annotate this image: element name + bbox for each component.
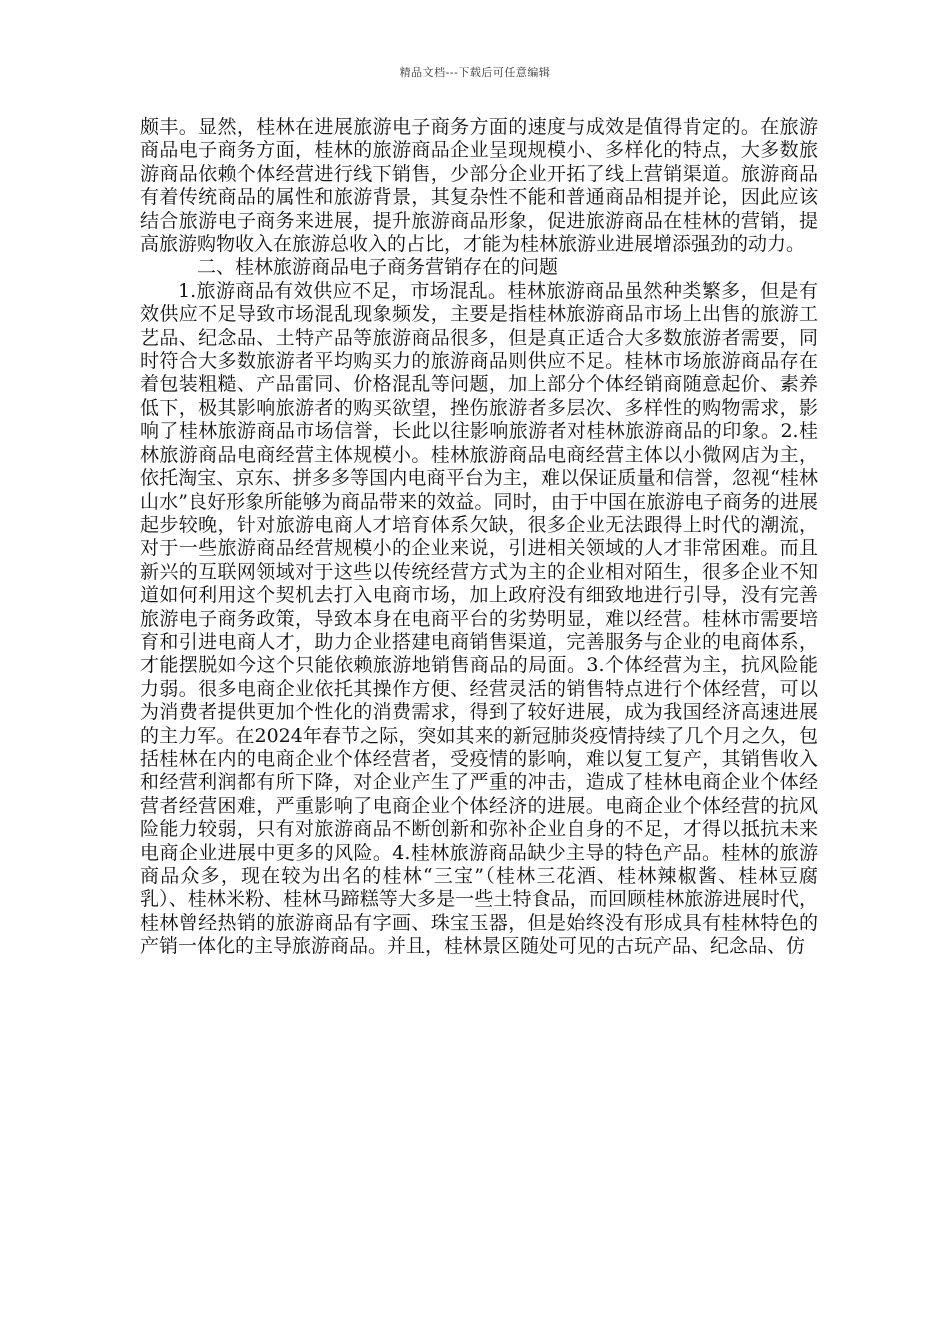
document-body — [140, 116, 818, 959]
page-header: 精品文档---下载后可任意编辑 — [399, 66, 551, 79]
intro-paragraph: 颇丰。显然，桂林在进展旅游电子商务方面的速度与成效是值得肯定的。在旅游商品电子商务方面，桂林的旅游商品企业呈现规模小、多样化的特点，大多数旅游商品依赖个体经营进行线下销售，少部分企业开拓了线上营销渠道。旅游商品有着传统商品的属性和旅游背景，其复杂性不能和普通商品相提并论，因此应该结合旅游电子商务来进展，提升旅游商品形象，促进旅游商品在桂林的营销，提高旅游购物收入在旅游总收入的占比，才能为桂林旅游业进展增添强劲的动力。 — [140, 116, 818, 256]
main-paragraph: 1.旅游商品有效供应不足，市场混乱。桂林旅游商品虽然种类繁多，但是有效供应不足导致市场混乱现象频发，主要是指桂林旅游商品市场上出售的旅游工艺品、纪念品、土特产品等旅游商品很多，但是真正适合大多数旅游者需要，同时符合大多数旅游者平均购买力的旅游商品则供应不足。桂林市场旅游商品存在着包装粗糙、产品雷同、价格混乱等问题，加上部分个体经销商随意起价、素养低下，极其影响旅游者的购买欲望，挫伤旅游者多层次、多样性的购物需求，影响了桂林旅游商品市场信誉，长此以往影响旅游者对桂林旅游商品的印象。2.桂林旅游商品电商经营主体规模小。桂林旅游商品电商经营主体以小微网店为主，依托淘宝、京东、拼多多等国内电商平台为主，难以保证质量和信誉，忽视“桂林山水”良好形象所能够为商品带来的效益。同时，由于中国在旅游电子商务的进展起步较晚，针对旅游电商人才培育体系欠缺，很多企业无法跟得上时代的潮流，对于一些旅游商品经营规模小的企业来说，引进相关领域的人才非常困难。而且新兴的互联网领域对于这些以传统经营方式为主的企业相对陌生，很多企业不知道如何利用这个契机去打入电商市场，加上政府没有细致地进行引导，没有完善旅游电子商务政策，导致本身在电商平台的劣势明显，难以经营。桂林市需要培育和引进电商人才，助力企业搭建电商销售渠道，完善服务与企业的电商体系，才能摆脱如今这个只能依赖旅游地销售商品的局面。3.个体经营为主，抗风险能力弱。很多电商企业依托其操作方便、经营灵活的销售特点进行个体经营，可以为消费者提供更加个性化的消费需求，得到了较好进展，成为我国经济高速进展的主力军。在2024年春节之际，突如其来的新冠肺炎疫情持续了几个月之久，包括桂林在内的电商企业个体经营者，受疫情的影响，难以复工复产，其销售收入和经营利润都有所下降，对企业产生了严重的冲击，造成了桂林电商企业个体经营者经营困难，严重影响了电商企业个体经济的进展。电商企业个体经营的抗风险能力较弱，只有对旅游商品不断创新和弥补企业自身的不足，才得以抵抗未来电商企业进展中更多的风险。4.桂林旅游商品缺少主导的特色产品。桂林的旅游商品众多，现在较为出名的桂林“三宝”（桂林三花酒、桂林辣椒酱、桂林豆腐乳）、桂林米粉、桂林马蹄糕等大多是一些土特食品，而回顾桂林旅游进展时代，桂林曾经热销的旅游商品有字画、珠宝玉器，但是始终没有形成具有桂林特色的产销一体化的主导旅游商品。并且，桂林景区随处可见的古玩产品、纪念品、仿 — [140, 279, 818, 958]
section-heading: 二、桂林旅游商品电子商务营销存在的问题 — [197, 256, 559, 279]
